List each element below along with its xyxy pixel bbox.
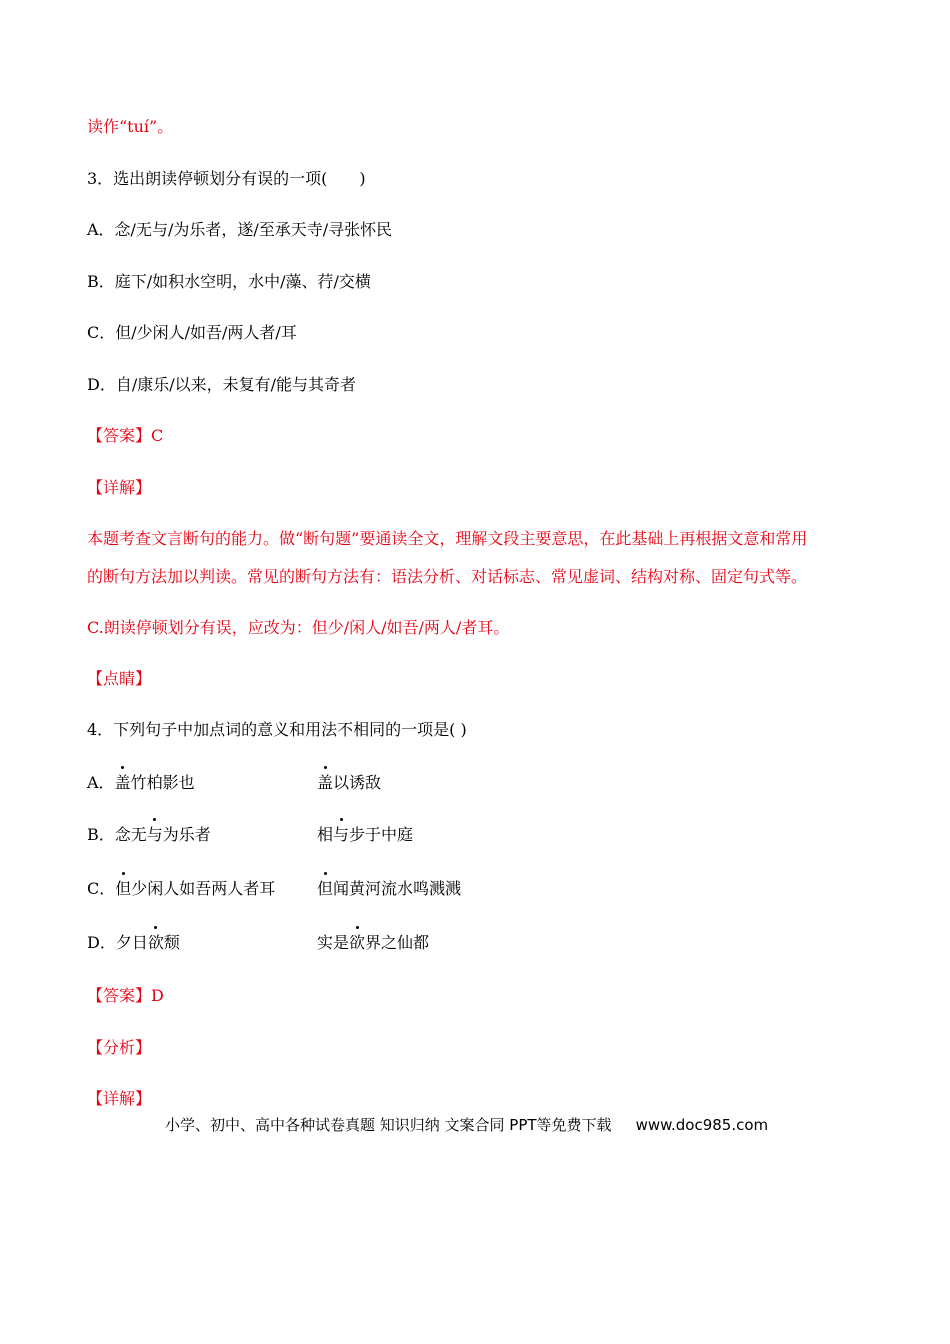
q3-explain-label: 【详解】 <box>87 478 152 497</box>
dotted-word: 欲 <box>349 933 366 952</box>
answer-value: D <box>151 986 164 1005</box>
q4-option-c <box>87 878 275 900</box>
dotted-word: 与 <box>146 825 163 844</box>
q3-option-d: D．自/康乐/以来，未复有/能与其奇者 <box>87 375 357 394</box>
right-pre: 实是 <box>317 933 350 952</box>
q3-explain-line-3: C.朗读停顿划分有误，应改为：但少/闲人/如吾/两人/者耳。 <box>87 618 510 637</box>
q3-option-b: B．庭下/如积水空明，水中/藻、荇/交横 <box>87 272 371 291</box>
left-post: 竹柏影也 <box>130 773 195 792</box>
q3-option-c: C．但/少闲人/如吾/两人者/耳 <box>87 323 297 342</box>
q3-explain-line-1: 本题考查文言断句的能力。做“断句题”要通读全文，理解文段主要意思，在此基础上再根据文意和常用 <box>87 529 808 548</box>
q4-option-a-right <box>317 772 381 794</box>
dotted-word: 但 <box>317 879 334 898</box>
right-post: 界之仙都 <box>365 933 430 952</box>
right-pre: 相 <box>317 825 334 844</box>
q4-explain-label: 【详解】 <box>87 1089 152 1108</box>
answer-label: 【答案】 <box>87 986 152 1005</box>
option-letter: B． <box>87 825 115 844</box>
left-post: 少闲人如吾两人者耳 <box>131 879 276 898</box>
q4-stem: 4．下列句子中加点词的意义和用法不相同的一项是( ) <box>87 720 467 739</box>
dotted-word: 盖 <box>114 773 131 792</box>
dotted-word: 盖 <box>317 773 334 792</box>
q4-option-b-right <box>317 824 413 846</box>
top-line: 读作“tuí”。 <box>87 117 174 136</box>
left-post: 颓 <box>163 933 180 952</box>
footer-url[interactable]: www.doc985.com <box>635 1116 769 1134</box>
option-letter: A． <box>87 773 115 792</box>
answer-label: 【答案】 <box>87 426 152 445</box>
q4-option-a <box>87 772 195 794</box>
q3-stem: 3．选出朗读停顿划分有误的一项( ) <box>87 169 366 188</box>
q4-option-d-right <box>317 932 429 954</box>
q3-explain-line-2: 的断句方法加以判读。常见的断句方法有：语法分析、对话标志、常见虚词、结构对称、固定句式等。 <box>87 567 808 586</box>
q4-option-b <box>87 824 211 846</box>
option-letter: C． <box>87 879 116 898</box>
dotted-word: 但 <box>115 879 132 898</box>
right-post: 以诱敌 <box>333 773 382 792</box>
q4-answer <box>87 985 164 1007</box>
q3-point-label: 【点睛】 <box>87 669 152 688</box>
answer-value: C <box>151 426 164 445</box>
dotted-word: 欲 <box>147 933 164 952</box>
q3-option-a: A．念/无与/为乐者，遂/至承天寺/寻张怀民 <box>87 220 393 239</box>
q3-answer <box>87 425 163 447</box>
left-pre: 念无 <box>114 825 147 844</box>
q4-option-c-right <box>317 878 461 900</box>
left-post: 为乐者 <box>162 825 211 844</box>
q4-option-d <box>87 932 180 954</box>
right-post: 闻黄河流水鸣溅溅 <box>333 879 462 898</box>
footer <box>165 1114 768 1136</box>
option-letter: D． <box>87 933 116 952</box>
q4-analysis-label: 【分析】 <box>87 1038 152 1057</box>
dotted-word: 与 <box>333 825 350 844</box>
right-post: 步于中庭 <box>349 825 414 844</box>
footer-text: 小学、初中、高中各种试卷真题 知识归纳 文案合同 PPT等免费下载 <box>165 1116 612 1134</box>
left-pre: 夕日 <box>115 933 148 952</box>
